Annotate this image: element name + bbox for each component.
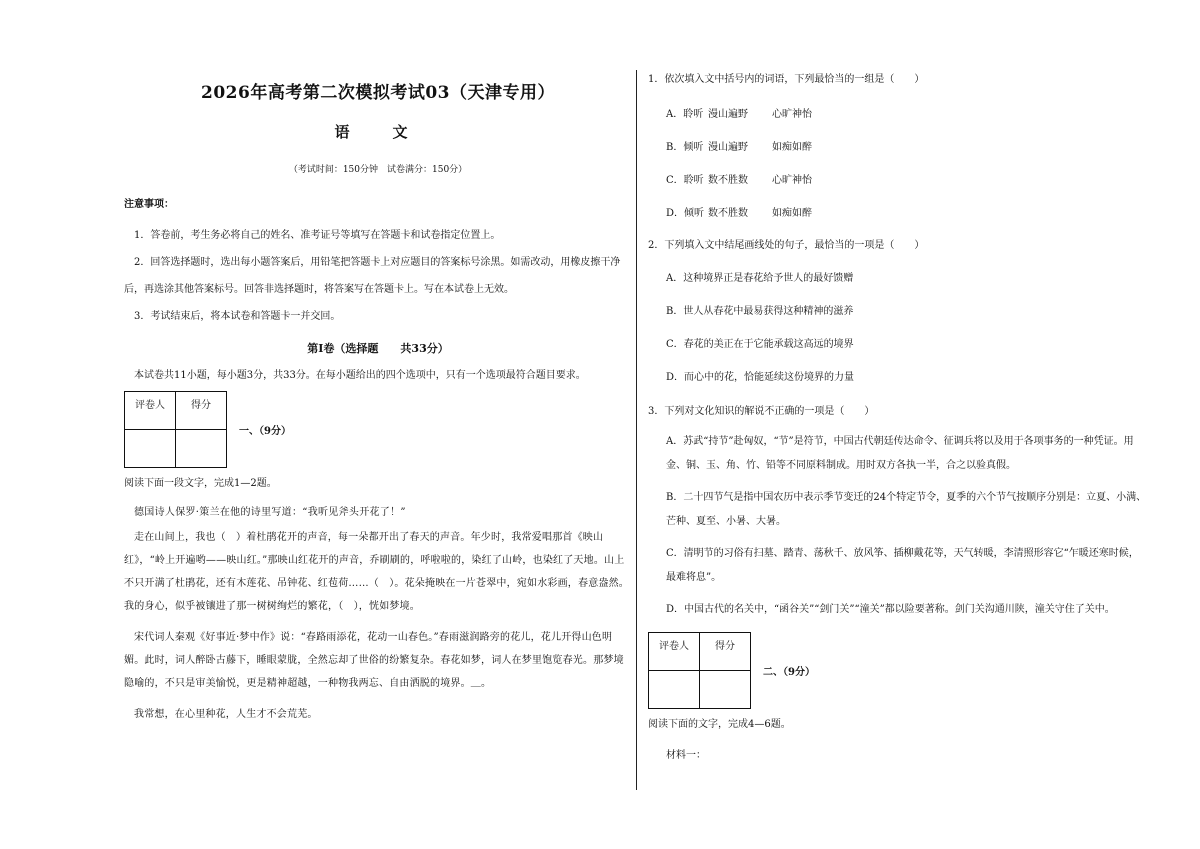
part-label: 二、（9分） — [763, 667, 815, 678]
question-3-option-b: B．二十四节气是指中国农历中表示季节变迁的24个特定节令，夏季的六个节气按顺序分别是：立夏、小满、芒种、夏至、小暑、大暑。 — [666, 492, 1147, 527]
score-table — [124, 391, 227, 468]
part-label: 一、（9分） — [239, 426, 291, 437]
notice-title: 注意事项： — [124, 199, 174, 210]
section-intro: 本试卷共11小题，每小题3分，共33分。在每小题给出的四个选项中，只有一个选项最符合题目要求。 — [134, 370, 586, 381]
score-table — [648, 632, 751, 709]
question-1-option-d — [666, 197, 1148, 230]
grader-label: 评卷人 — [649, 633, 700, 671]
question-1-option-b — [666, 131, 1148, 164]
question-2-option-b: B．世人从春花中最易获得这种精神的滋养 — [666, 306, 854, 317]
grader-label: 评卷人 — [125, 392, 176, 430]
score-cell — [176, 430, 227, 468]
reading-instruction-2: 阅读下面的文字，完成4—6题。 — [648, 719, 791, 730]
score-label: 得分 — [176, 392, 227, 430]
notice-item-1: 1．答卷前，考生务必将自己的姓名、准考证号等填写在答题卡和试卷指定位置上。 — [134, 230, 501, 241]
question-1-stem: 1．依次填入文中括号内的词语，下列最恰当的一组是（ ） — [648, 74, 925, 85]
option-word-1: C．聆听 — [666, 175, 704, 186]
question-1-option-a — [666, 98, 1148, 131]
score-cell — [700, 671, 751, 709]
score-label: 得分 — [700, 633, 751, 671]
option-word-2: 数不胜数 — [708, 208, 748, 219]
left-column — [124, 70, 632, 726]
grader-cell — [649, 671, 700, 709]
option-word-3: 心旷神怡 — [772, 175, 812, 186]
passage-paragraph-3: 我常想，在心里种花，人生才不会荒芜。 — [134, 709, 318, 720]
score-box-1 — [124, 391, 632, 468]
grader-cell — [125, 430, 176, 468]
right-column — [648, 70, 1148, 761]
question-2-option-c: C．春花的美正在于它能承载这高远的境界 — [666, 339, 854, 350]
subject-title: 语 文 — [334, 123, 422, 141]
reading-instruction: 阅读下面一段文字，完成1—2题。 — [124, 478, 277, 489]
score-box-2 — [648, 632, 1148, 709]
exam-title: 2026年高考第二次模拟考试03（天津专用） — [201, 83, 555, 103]
option-word-2: 数不胜数 — [708, 175, 748, 186]
exam-meta: （考试时间：150分钟 试卷满分：150分） — [288, 165, 468, 175]
option-word-3: 心旷神怡 — [772, 109, 812, 120]
question-3-stem: 3．下列对文化知识的解说不正确的一项是（ ） — [648, 406, 875, 417]
column-divider — [636, 70, 637, 790]
option-word-1: D．倾听 — [666, 208, 705, 219]
material-label: 材料一： — [666, 750, 706, 761]
option-word-2: 漫山遍野 — [708, 142, 748, 153]
question-3-option-c: C．清明节的习俗有扫墓、踏青、荡秋千、放风筝、插柳戴花等，天气转暖，李清照形容它“乍暖还寒时候，最难将息”。 — [666, 548, 1139, 583]
question-1-option-c — [666, 164, 1148, 197]
question-2-option-a: A．这种境界正是春花给予世人的最好馈赠 — [666, 273, 854, 284]
option-word-2: 漫山遍野 — [708, 109, 748, 120]
option-word-1: B．倾听 — [666, 142, 704, 153]
passage-paragraph-2: 宋代词人秦观《好事近·梦中作》说：“春路雨添花，花动一山春色。”春雨滋润路旁的花儿，花儿开得山色明媚。此时，词人醉卧古藤下，睡眼蒙胧，全然忘却了世俗的纷繁复杂。春花如梦，词人在梦里饱览春光。那梦境隐喻的，不只是审美愉悦，更是精神超越，一种物我两忘、自由洒脱的境界。＿。 — [124, 632, 624, 689]
passage-paragraph-1: 走在山间上，我也（ ）着杜鹃花开的声音，每一朵都开出了春天的声音。年少时，我常爱唱那首《映山红》，“岭上开遍哟——映山红。”那映山红花开的声音，乔刷刷的，呼啦啦的，染红了山岭，也染红了天地。山上不只开满了杜鹃花，还有木莲花、吊钟花、红苞荷……（ ）。花朵掩映在一片苍翠中，宛如水彩画，春意盎然。我的身心，似乎被镶进了那一树树绚烂的繁花，（ ），恍如梦境。 — [124, 532, 629, 612]
question-2-option-d: D．而心中的花，恰能延续这份境界的力量 — [666, 372, 855, 383]
passage-quote: 德国诗人保罗·策兰在他的诗里写道：“我听见斧头开花了！” — [134, 507, 406, 518]
question-3-option-a: A．苏武“持节”赴匈奴，“节”是符节，中国古代朝廷传达命令、征调兵将以及用于各项事务的一种凭证。用金、铜、玉、角、竹、铅等不同原料制成。用时双方各执一半，合之以验真假。 — [666, 436, 1134, 471]
question-3-option-d: D．中国古代的名关中，“函谷关”“剑门关”“潼关”都以险要著称。剑门关沟通川陕，潼关守住了关中。 — [666, 604, 1115, 615]
question-2-stem: 2．下列填入文中结尾画线处的句子，最恰当的一项是（ ） — [648, 240, 925, 251]
notice-item-3: 3．考试结束后，将本试卷和答题卡一并交回。 — [134, 311, 341, 322]
option-word-3: 如痴如醉 — [772, 208, 812, 219]
option-word-3: 如痴如醉 — [772, 142, 812, 153]
section-title: 第Ⅰ卷（选择题 共33分） — [307, 342, 449, 355]
notice-item-2: 2．回答选择题时，选出每小题答案后，用铅笔把答题卡上对应题目的答案标号涂黑。如需改动，用橡皮擦干净后，再选涂其他答案标号。回答非选择题时，将答案写在答题卡上。写在本试卷上无效。 — [124, 257, 621, 295]
option-word-1: A．聆听 — [666, 109, 704, 120]
